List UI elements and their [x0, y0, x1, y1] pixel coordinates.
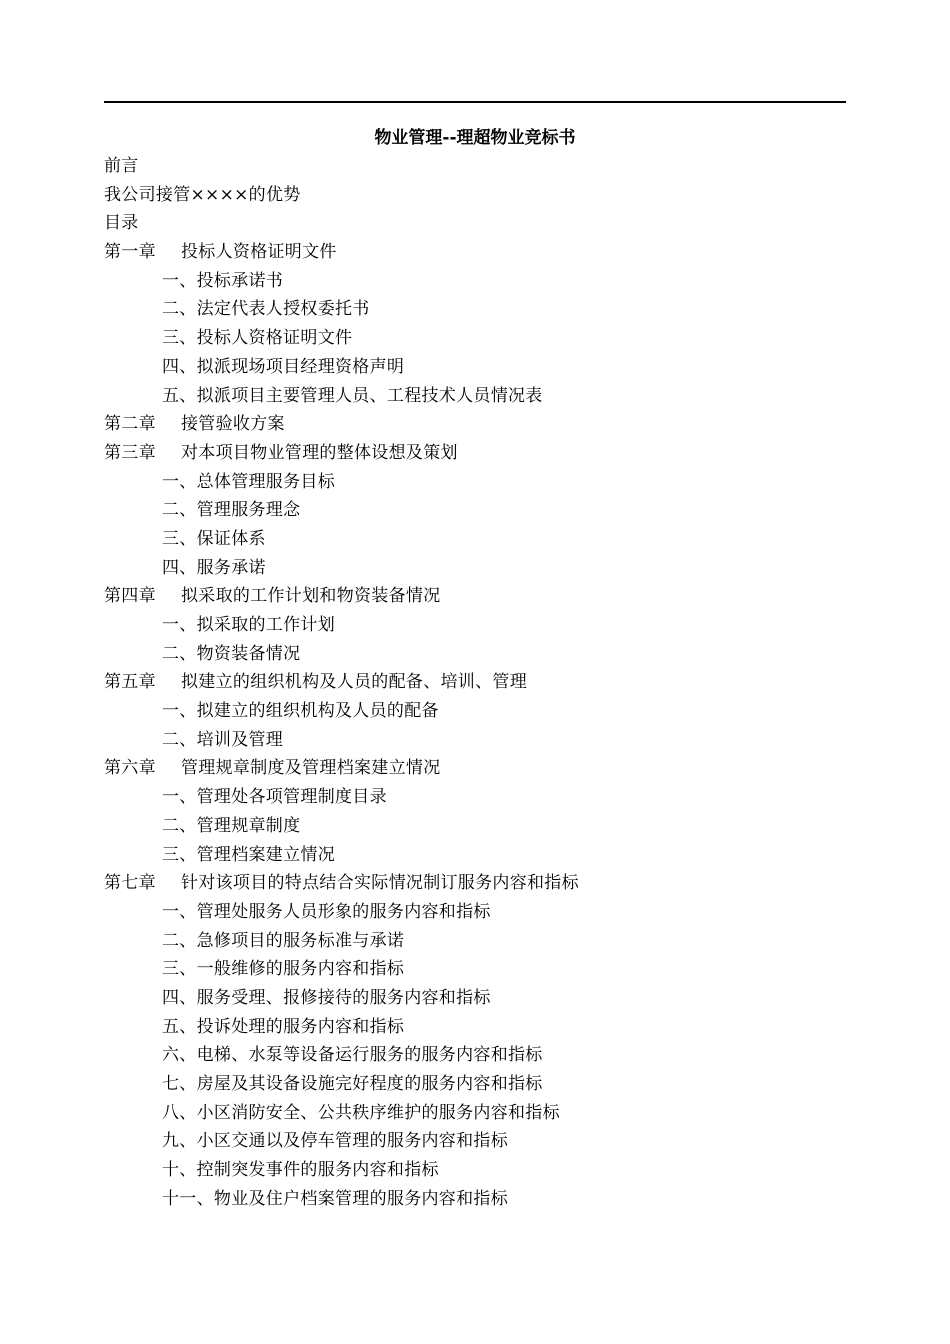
toc-section: 九、小区交通以及停车管理的服务内容和指标	[162, 1131, 508, 1152]
toc-section: 一、投标承诺书	[162, 270, 284, 291]
toc-chapter	[104, 754, 846, 783]
chapter-number: 第六章	[104, 758, 156, 779]
toc-section: 二、物资装备情况	[162, 643, 301, 664]
header-rule	[104, 101, 846, 103]
toc-chapter	[104, 869, 846, 898]
chapter-number: 第五章	[104, 672, 156, 693]
toc-section: 三、一般维修的服务内容和指标	[162, 959, 405, 980]
toc-section: 五、投诉处理的服务内容和指标	[162, 1016, 405, 1037]
document-title: 物业管理--理超物业竞标书	[374, 128, 576, 148]
toc-section: 一、拟采取的工作计划	[162, 615, 335, 635]
toc-chapter	[104, 582, 846, 611]
toc-section: 四、服务受理、报修接待的服务内容和指标	[162, 987, 491, 1008]
chapter-title: 拟采取的工作计划和物资装备情况	[181, 586, 441, 607]
toc-section: 一、拟建立的组织机构及人员的配备	[162, 701, 439, 722]
chapter-title: 针对该项目的特点结合实际情况制订服务内容和指标	[181, 873, 579, 894]
toc-section: 七、房屋及其设备设施完好程度的服务内容和指标	[162, 1074, 543, 1094]
toc-section: 一、管理处服务人员形象的服务内容和指标	[162, 901, 491, 922]
toc-heading: 目录	[104, 213, 139, 234]
preface-line: 前言	[104, 156, 139, 176]
toc-section: 二、管理服务理念	[162, 500, 301, 521]
chapter-number: 第二章	[104, 414, 156, 435]
toc-chapter	[104, 238, 846, 267]
chapter-title: 对本项目物业管理的整体设想及策划	[181, 442, 458, 463]
chapter-number: 第七章	[104, 873, 156, 894]
toc-section: 五、拟派项目主要管理人员、工程技术人员情况表	[162, 385, 543, 406]
toc-chapter	[104, 668, 846, 697]
chapter-number: 第一章	[104, 242, 156, 263]
chapter-number: 第四章	[104, 586, 156, 607]
chapter-title: 管理规章制度及管理档案建立情况	[181, 758, 441, 779]
toc-section: 四、服务承诺	[162, 557, 266, 578]
toc-chapter	[104, 439, 846, 468]
toc-section: 三、投标人资格证明文件	[162, 328, 353, 349]
table-of-contents	[104, 238, 846, 1213]
toc-section: 三、管理档案建立情况	[162, 844, 335, 865]
toc-section: 一、总体管理服务目标	[162, 471, 335, 492]
toc-section: 三、保证体系	[162, 528, 266, 549]
toc-section: 十一、物业及住户档案管理的服务内容和指标	[162, 1188, 508, 1209]
chapter-title: 接管验收方案	[181, 414, 285, 435]
document-body	[104, 152, 846, 1213]
toc-section: 二、管理规章制度	[162, 815, 301, 836]
toc-section: 四、拟派现场项目经理资格声明	[162, 356, 405, 377]
toc-section: 一、管理处各项管理制度目录	[162, 787, 387, 808]
chapter-number: 第三章	[104, 442, 156, 463]
chapter-title: 拟建立的组织机构及人员的配备、培训、管理	[181, 672, 527, 693]
toc-section: 八、小区消防安全、公共秩序维护的服务内容和指标	[162, 1102, 560, 1123]
toc-section: 二、法定代表人授权委托书	[162, 299, 370, 320]
toc-section: 六、电梯、水泵等设备运行服务的服务内容和指标	[162, 1045, 543, 1066]
toc-section: 二、培训及管理	[162, 729, 284, 750]
advantage-line: 我公司接管××××的优势	[104, 184, 301, 205]
toc-chapter	[104, 410, 846, 439]
toc-section: 二、急修项目的服务标准与承诺	[162, 930, 405, 951]
chapter-title: 投标人资格证明文件	[181, 242, 337, 263]
toc-section: 十、控制突发事件的服务内容和指标	[162, 1160, 439, 1181]
